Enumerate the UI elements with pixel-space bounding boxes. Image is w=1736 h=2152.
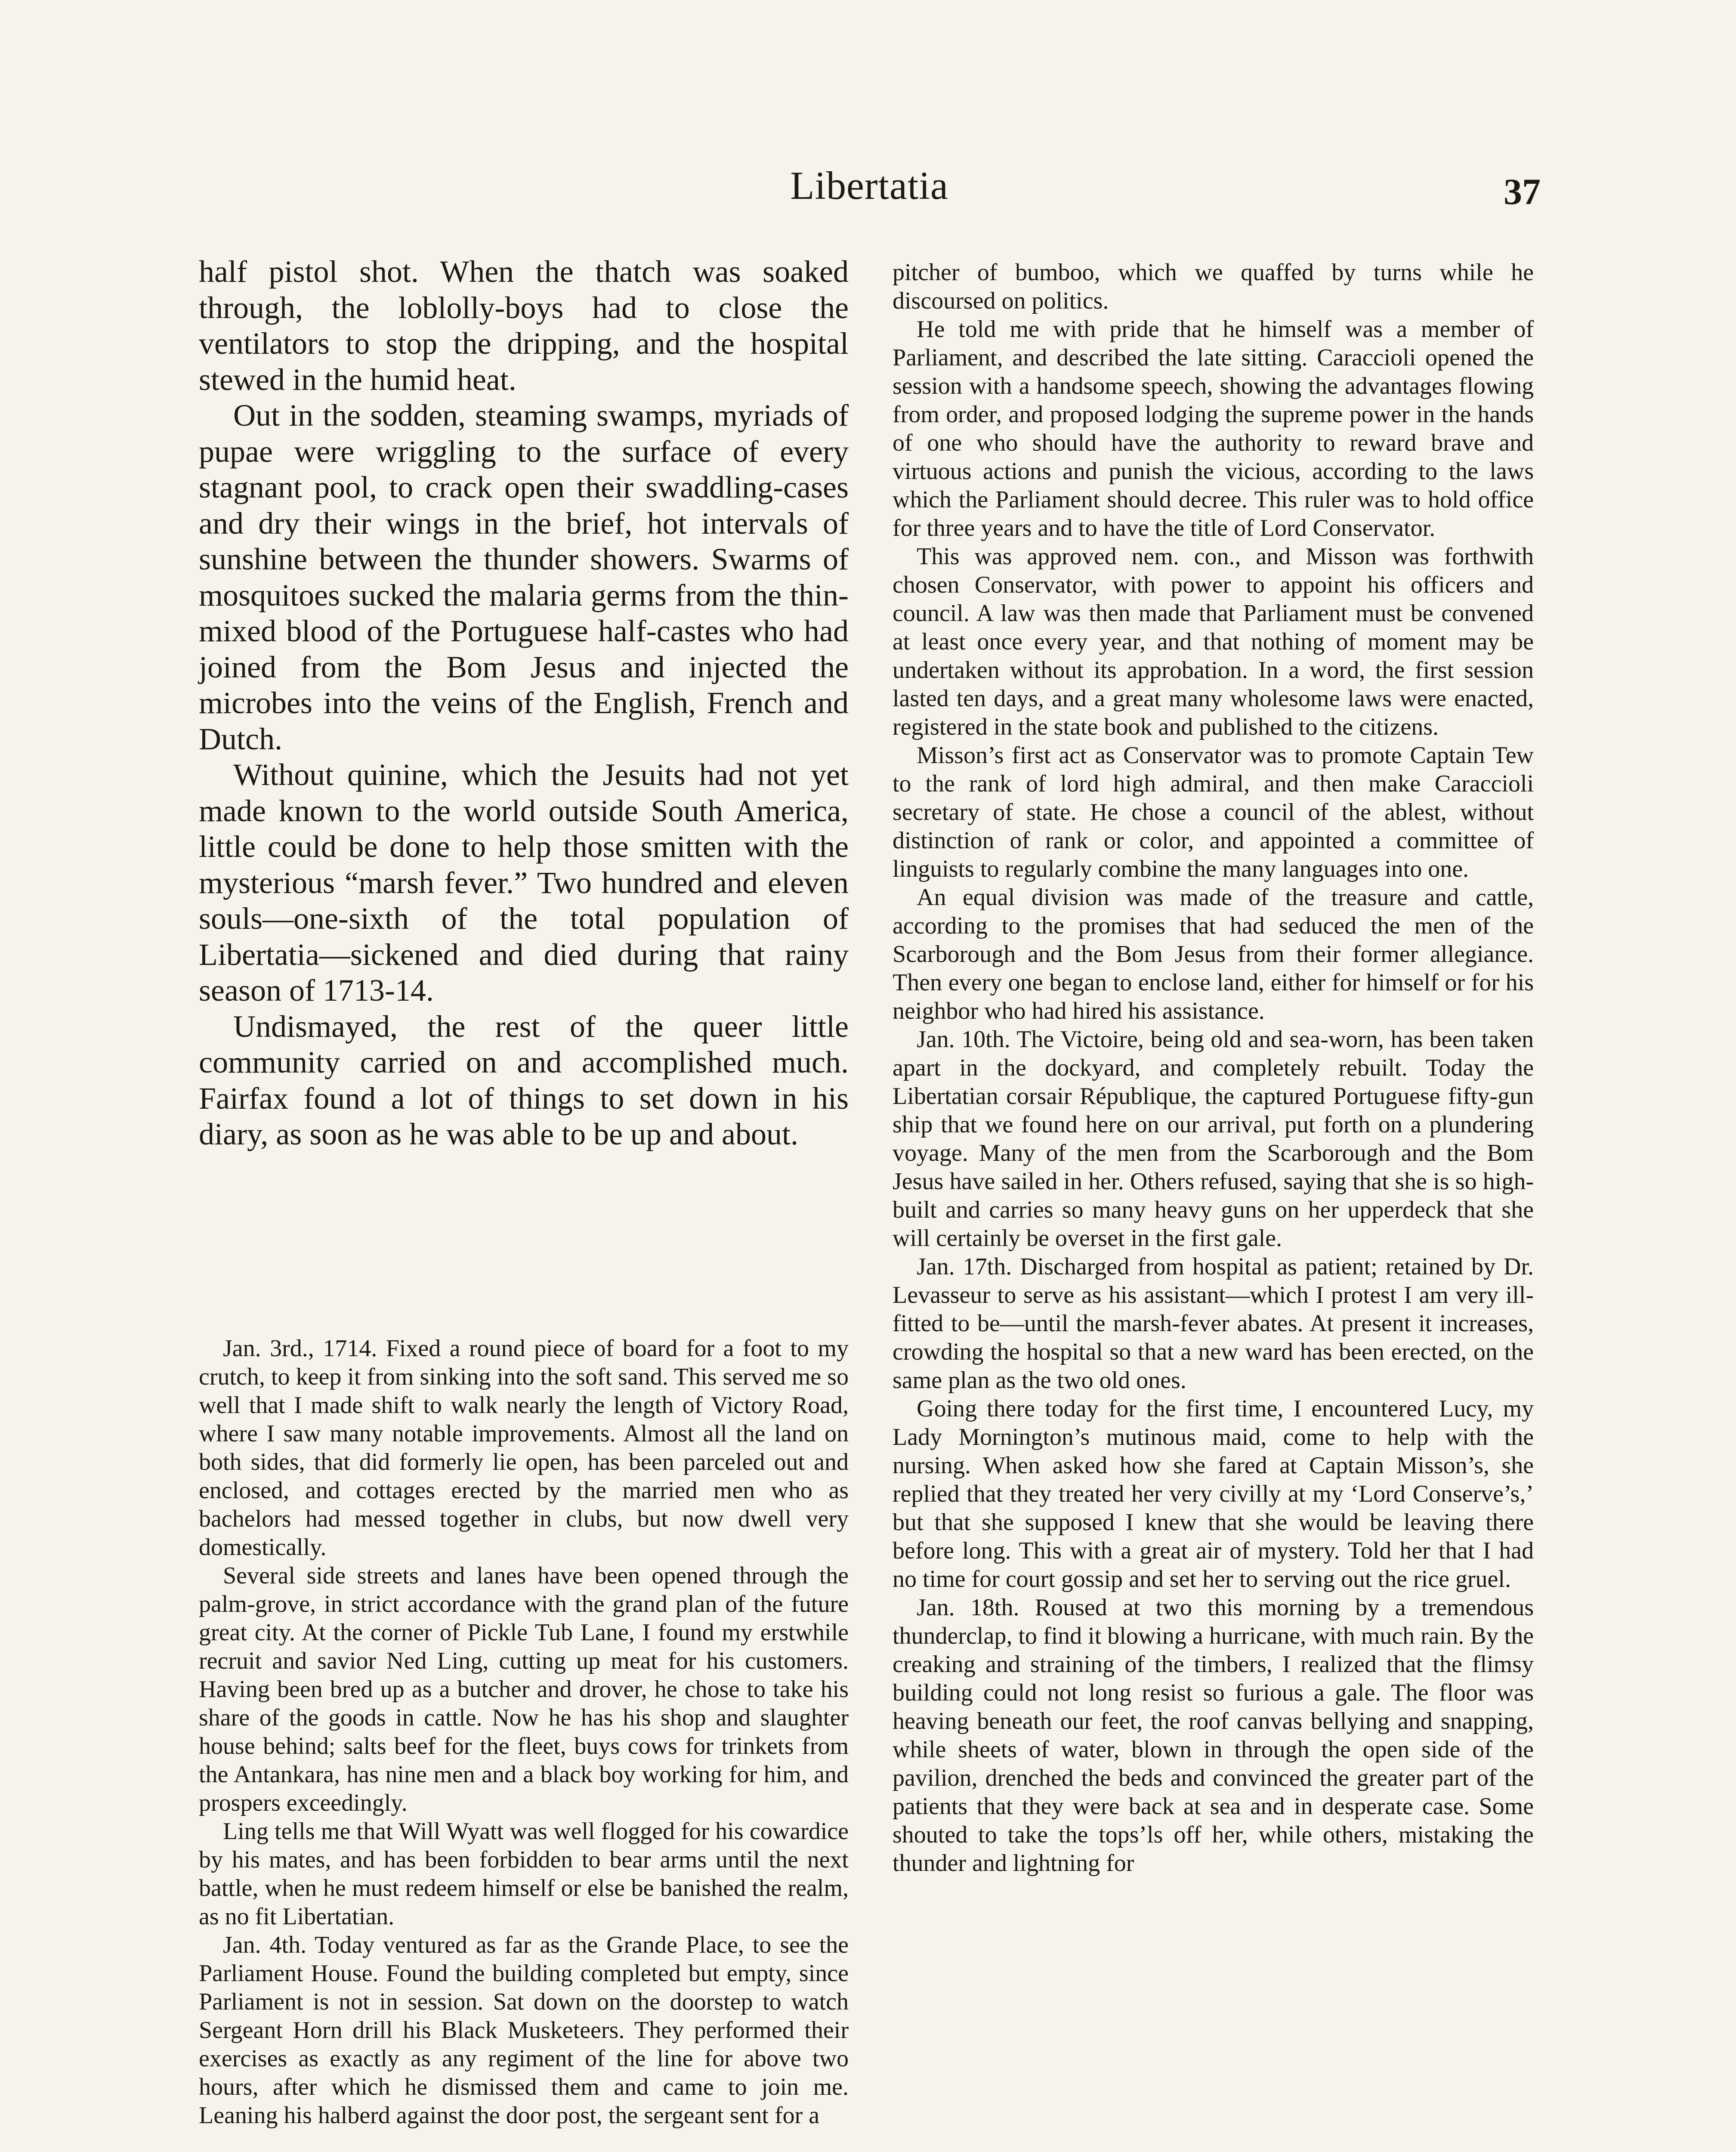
diary-paragraph: This was approved nem. con., and Misson was forthwith chosen Conservator, with power to appoint his officers and council. A law was then made that Parliament must be convened at least once every year, and that nothing of moment may be undertaken without its approbation. In a word, the first session lasted ten days, and a great many wholesome laws were enacted, registered in the state book and published to the citizens. [893,543,1534,740]
diary-paragraph: Ling tells me that Will Wyatt was well flogged for his cowardice by his mates, and has been forbidden to bear arms until the next battle, when he must redeem himself or else be banished the realm, as no fit Libertatian. [199,1818,849,1930]
diary-paragraph: Jan. 10th. The Victoire, being old and sea-worn, has been taken apart in the dockyard, and completely rebuilt. Today the Libertatian corsair République, the captured Portuguese fifty-gun ship that we found here on our arrival, put forth on a plundering voyage. Many of the men from the Scarborough and the Bom Jesus have sailed in her. Others refused, saying that she is so high-built and carries so many heavy guns on her upperdeck that she will certainly be overset in the first gale. [893,1026,1534,1252]
diary-paragraph: He told me with pride that he himself was a member of Parliament, and described the late sitting. Caraccioli opened the session with a handsome speech, showing the advantages flowing from order, and proposed lodging the supreme power in the hands of one who should have the authority to reward brave and virtuous actions and punish the vicious, according to the laws which the Parliament should decree. This ruler was to hold office for three years and to have the title of Lord Conservator. [893,316,1534,541]
paragraph: half pistol shot. When the thatch was soaked through, the loblolly-boys had to close the ventilators to stop the dripping, and the hospital stewed in the humid heat. [199,254,849,397]
diary-paragraph: Jan. 3rd., 1714. Fixed a round piece of board for a foot to my crutch, to keep it from sinking into the soft sand. This served me so well that I made shift to walk nearly the length of Victory Road, where I saw many notable improvements. Almost all the land on both sides, that did formerly lie open, has been parceled out and enclosed, and cottages erected by the married men who as bachelors had messed together in clubs, but now dwell very domestically. [199,1335,849,1561]
paragraph: Undismayed, the rest of the queer little community carried on and accomplished much. Fairfax found a lot of things to set down in his diary, as soon as he was able to be up and about. [199,1009,849,1151]
diary-paragraph: Jan. 18th. Roused at two this morning by a tremendous thunderclap, to find it blowing a hurricane, with much rain. By the creaking and straining of the timbers, I realized that the flimsy building could not long resist so furious a gale. The floor was heaving beneath our feet, the roof canvas bellying and snapping, while sheets of water, blown in through the open side of the pavilion, drenched the beds and convinced the greater part of the patients that they were back at sea and in desperate case. Some shouted to take the tops’ls off her, while others, mistaking the thunder and lightning for [893,1594,1534,1877]
diary-paragraph: Jan. 17th. Discharged from hospital as patient; retained by Dr. Levasseur to serve as his assistant—which I protest I am very ill-fitted to be—until the marsh-fever abates. At present it increases, crowding the hospital so that a new ward has been erected, on the same plan as the two old ones. [893,1253,1534,1394]
paragraph: Out in the sodden, steaming swamps, myriads of pupae were wriggling to the surface of every stagnant pool, to crack open their swaddling-cases and dry their wings in the brief, hot intervals of sunshine between the thunder showers. Swarms of mosquitoes sucked the malaria germs from the thin-mixed blood of the Portuguese half-castes who had joined from the Bom Jesus and injected the microbes into the veins of the English, French and Dutch. [199,398,849,756]
page-number: 37 [1504,171,1541,212]
right-column-diary [893,258,1534,1877]
diary-paragraph: An equal division was made of the treasure and cattle, according to the promises that had seduced the men of the Scarborough and the Bom Jesus from their former allegiance. Then every one began to enclose land, either for himself or for his neighbor who had hired his assistance. [893,884,1534,1024]
diary-paragraph: Going there today for the first time, I encountered Lucy, my Lady Mornington’s mutinous maid, come to help with the nursing. When asked how she fared at Captain Misson’s, she replied that they treated her very civilly at my ‘Lord Conserve’s,’ but that she supposed I knew that she would be leaving there before long. This with a great air of mystery. Told her that I had no time for court gossip and set her to serving out the rice gruel. [893,1395,1534,1592]
left-column-diary [199,1334,849,2130]
diary-paragraph: pitcher of bumboo, which we quaffed by turns while he discoursed on politics. [893,259,1534,314]
paragraph: Without quinine, which the Jesuits had not yet made known to the world outside South America, little could be done to help those smitten with the mysterious “marsh fever.” Two hundred and eleven souls—one-sixth of the total population of Libertatia—sickened and died during that rainy season of 1713-14. [199,758,849,1008]
diary-paragraph: Misson’s first act as Conservator was to promote Captain Tew to the rank of lord high admiral, and then make Caraccioli secretary of state. He chose a council of the ablest, without distinction of rank or color, and appointed a committee of linguists to regularly combine the many languages into one. [893,742,1534,882]
diary-paragraph: Several side streets and lanes have been opened through the palm-grove, in strict accordance with the grand plan of the future great city. At the corner of Pickle Tub Lane, I found my erstwhile recruit and savior Ned Ling, cutting up meat for his customers. Having been bred up as a butcher and drover, he chose to take his share of the goods in cattle. Now he has his shop and slaughter house behind; salts beef for the fleet, buys cows for trinkets from the Antankara, has nine men and a black boy working for him, and prospers exceedingly. [199,1562,849,1816]
diary-paragraph: Jan. 4th. Today ventured as far as the Grande Place, to see the Parliament House. Found the building completed but empty, since Parliament is not in session. Sat down on the doorstep to watch Sergeant Horn drill his Black Musketeers. They performed their exercises as exactly as any regiment of the line for above two hours, after which he dismissed them and came to join me. Leaning his halberd against the door post, the sergeant sent for a [199,1932,849,2129]
running-head: Libertatia [790,164,948,207]
left-column-narrative [199,254,849,1153]
